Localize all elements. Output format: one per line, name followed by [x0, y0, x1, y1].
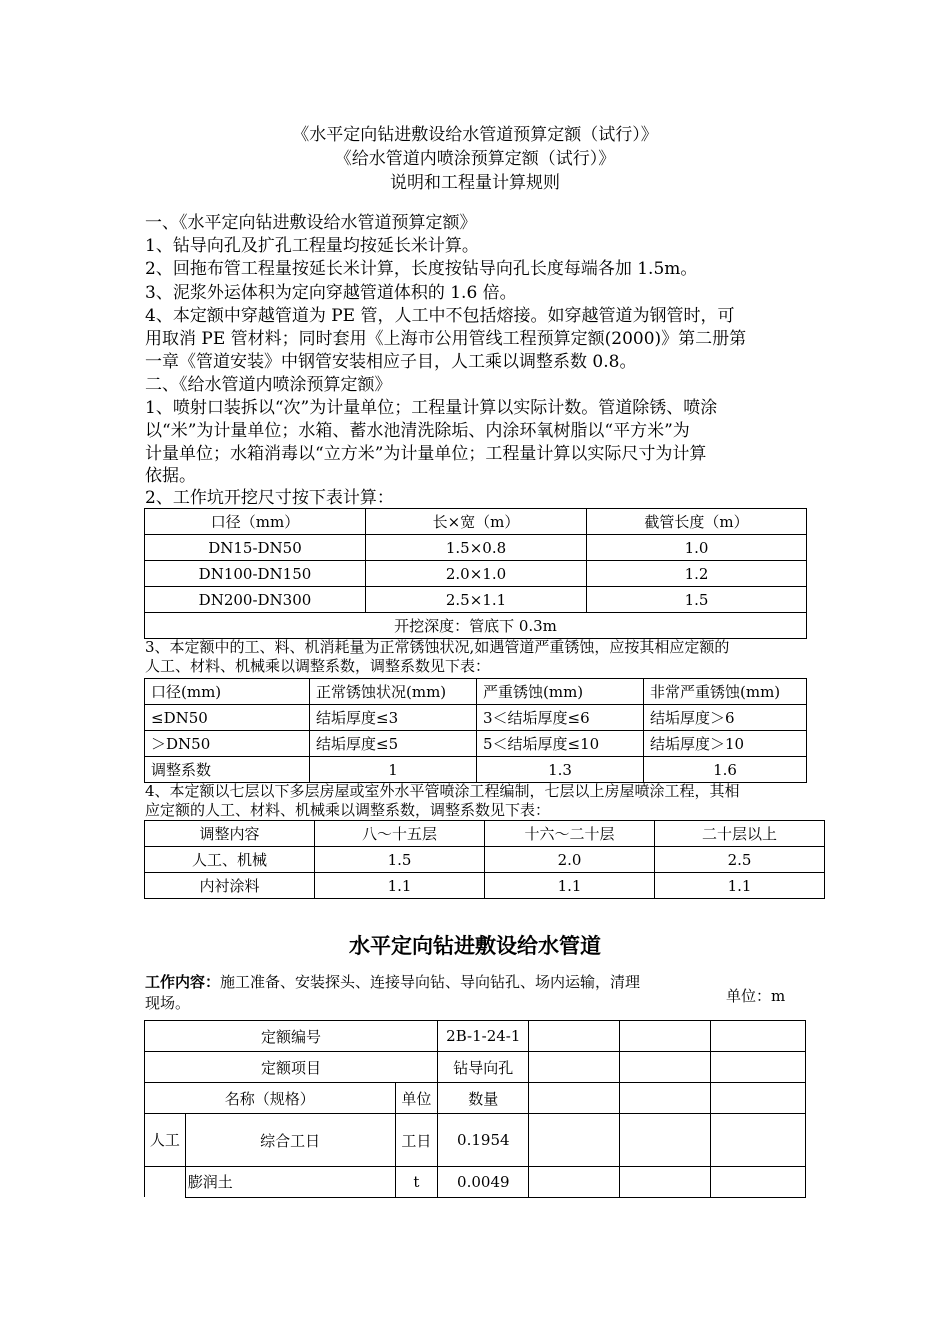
section2-item4-line2: 应定额的人工、材料、机械乘以调整系数，调整系数见下表： — [145, 801, 551, 819]
table-cell: DN100-DN150 — [145, 561, 366, 587]
quota-name-label: 名称（规格） — [145, 1083, 396, 1114]
section1-item3: 3、泥浆外运体积为定向穿越管道体积的 1.6 倍。 — [145, 283, 517, 303]
table-cell — [710, 1052, 805, 1083]
work-content — [145, 972, 715, 1014]
table-cell: 1.5 — [587, 587, 807, 613]
table-cell: 内衬涂料 — [145, 873, 315, 899]
table-cell — [620, 1167, 711, 1198]
table-cell: 结垢厚度＞6 — [644, 705, 807, 731]
quota-item-label: 定额项目 — [145, 1052, 438, 1083]
rust-header-normal: 正常锈蚀状况(mm) — [310, 679, 477, 705]
table-cell: 2.5×1.1 — [366, 587, 587, 613]
doc-title-2: 《给水管道内喷涂预算定额（试行）》 — [334, 149, 616, 169]
pit-table-footer: 开挖深度：管底下 0.3m — [145, 613, 807, 639]
table-cell — [529, 1021, 620, 1052]
table-cell: 结垢厚度＞10 — [644, 731, 807, 757]
labor-qty: 0.1954 — [438, 1114, 529, 1167]
table-cell: 3＜结垢厚度≤6 — [477, 705, 644, 731]
section1-item4-line2: 用取消 PE 管材料；同时套用《上海市公用管线工程预算定额(2000)》第二册第 — [145, 329, 747, 349]
table-cell — [710, 1083, 805, 1114]
table-cell: 1.1 — [485, 873, 655, 899]
table-cell — [145, 1167, 186, 1198]
table-cell — [620, 1083, 711, 1114]
table-cell: DN200-DN300 — [145, 587, 366, 613]
quota-qty-label: 数量 — [438, 1083, 529, 1114]
table-row — [145, 847, 825, 873]
table-cell: 调整系数 — [145, 757, 310, 783]
table-cell: 2.0 — [485, 847, 655, 873]
table-cell — [620, 1114, 711, 1167]
material-qty: 0.0049 — [438, 1167, 529, 1198]
quota-code-value: 2B-1-24-1 — [438, 1021, 529, 1052]
quota-table — [144, 1020, 806, 1198]
table-row — [145, 731, 807, 757]
table-cell — [529, 1167, 620, 1198]
table-cell — [710, 1114, 805, 1167]
floor-header-8-15: 八～十五层 — [315, 821, 485, 847]
table-cell: 1.0 — [587, 535, 807, 561]
section2-item2: 2、工作坑开挖尺寸按下表计算： — [145, 488, 394, 508]
work-content-text: 施工准备、安装探头、连接导向钻、导向钻孔、场内运输，清理 — [220, 973, 641, 991]
floor-header-20-plus: 二十层以上 — [655, 821, 825, 847]
pit-header-size: 长×宽（m） — [366, 509, 587, 535]
table-cell: 结垢厚度≤3 — [310, 705, 477, 731]
table-cell: 1.3 — [477, 757, 644, 783]
work-content-text-2: 现场。 — [145, 994, 191, 1012]
rust-header-diameter: 口径(mm) — [145, 679, 310, 705]
material-unit: t — [395, 1167, 438, 1198]
table-cell: 1 — [310, 757, 477, 783]
table-cell: DN15-DN50 — [145, 535, 366, 561]
table-row — [145, 535, 807, 561]
material-name: 膨润土 — [185, 1167, 395, 1198]
labor-group-label: 人工 — [145, 1114, 186, 1167]
quota-code-label: 定额编号 — [145, 1021, 438, 1052]
table-row — [145, 705, 807, 731]
section1-item2: 2、回拖布管工程量按延长米计算，长度按钻导向孔长度每端各加 1.5m。 — [145, 259, 698, 279]
pit-size-table — [144, 508, 807, 639]
rust-header-very-severe: 非常严重锈蚀(mm) — [644, 679, 807, 705]
table-cell: ≤DN50 — [145, 705, 310, 731]
section1-heading: 一、《水平定向钻进敷设给水管道预算定额》 — [145, 213, 477, 233]
labor-unit: 工日 — [395, 1114, 438, 1167]
table-cell: 结垢厚度≤5 — [310, 731, 477, 757]
table-cell: 1.2 — [587, 561, 807, 587]
table-row — [145, 873, 825, 899]
floor-header-16-20: 十六～二十层 — [485, 821, 655, 847]
floor-header-content: 调整内容 — [145, 821, 315, 847]
work-content-label: 工作内容： — [145, 973, 221, 991]
table-row — [145, 757, 807, 783]
labor-name: 综合工日 — [185, 1114, 395, 1167]
table-cell — [529, 1083, 620, 1114]
section2-item1-line4: 依据。 — [145, 466, 196, 486]
table-cell: ＞DN50 — [145, 731, 310, 757]
section2-item4-line1: 4、本定额以七层以下多层房屋或室外水平管喷涂工程编制，七层以上房屋喷涂工程，其相 — [145, 782, 740, 800]
table-row — [145, 587, 807, 613]
table-cell — [710, 1021, 805, 1052]
section2-item1-line1: 1、喷射口装拆以“次”为计量单位；工程量计算以实际计数。管道除锈、喷涂 — [145, 398, 718, 418]
doc-title-1: 《水平定向钻进敷设给水管道预算定额（试行）》 — [292, 125, 658, 145]
doc-title-3: 说明和工程量计算规则 — [390, 173, 560, 193]
table-cell: 2.0×1.0 — [366, 561, 587, 587]
section2-heading: 二、《给水管道内喷涂预算定额》 — [145, 375, 392, 395]
table-cell — [529, 1114, 620, 1167]
pit-header-cut: 截管长度（m） — [587, 509, 807, 535]
floor-adjust-table — [144, 820, 825, 899]
section1-item4-line3: 一章《管道安装》中钢管安装相应子目，人工乘以调整系数 0.8。 — [145, 352, 637, 372]
rust-adjust-table — [144, 678, 807, 783]
section2-item1-line2: 以“米”为计量单位；水箱、蓄水池清洗除垢、内涂环氧树脂以“平方米”为 — [145, 421, 690, 441]
quota-title: 水平定向钻进敷设给水管道 — [349, 934, 601, 958]
pit-header-diameter: 口径（mm） — [145, 509, 366, 535]
section1-item4-line1: 4、本定额中穿越管道为 PE 管，人工中不包括熔接。如穿越管道为钢管时，可 — [145, 306, 735, 326]
table-cell — [529, 1052, 620, 1083]
table-cell: 1.1 — [655, 873, 825, 899]
table-cell: 1.6 — [644, 757, 807, 783]
section2-item1-line3: 计量单位；水箱消毒以“立方米”为计量单位；工程量计算以实际尺寸为计算 — [145, 444, 707, 464]
table-cell — [710, 1167, 805, 1198]
table-cell: 2.5 — [655, 847, 825, 873]
table-cell: 5＜结垢厚度≤10 — [477, 731, 644, 757]
unit-label: 单位：m — [726, 987, 786, 1005]
table-row — [145, 561, 807, 587]
rust-header-severe: 严重锈蚀(mm) — [477, 679, 644, 705]
table-cell: 1.1 — [315, 873, 485, 899]
table-cell — [620, 1052, 711, 1083]
section2-item3-line2: 人工、材料、机械乘以调整系数，调整系数见下表： — [145, 657, 491, 675]
section1-item1: 1、钻导向孔及扩孔工程量均按延长米计算。 — [145, 236, 479, 256]
table-cell: 1.5×0.8 — [366, 535, 587, 561]
table-cell — [620, 1021, 711, 1052]
table-cell: 1.5 — [315, 847, 485, 873]
table-cell: 人工、机械 — [145, 847, 315, 873]
quota-item-value: 钻导向孔 — [438, 1052, 529, 1083]
quota-unit-label: 单位 — [395, 1083, 438, 1114]
section2-item3-line1: 3、本定额中的工、料、机消耗量为正常锈蚀状况,如遇管道严重锈蚀，应按其相应定额的 — [145, 638, 730, 656]
